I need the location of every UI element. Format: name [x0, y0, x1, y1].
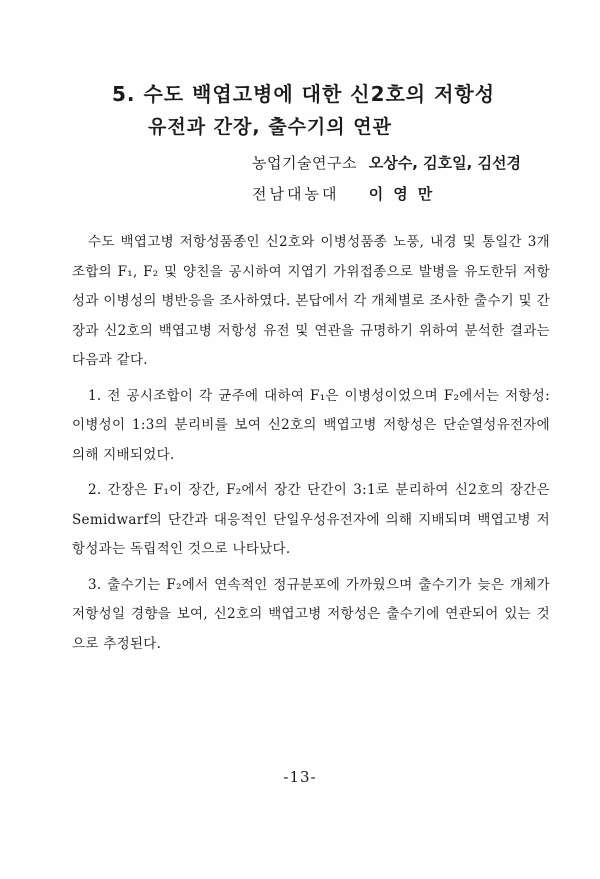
affiliation-authors: 이영만 [368, 185, 443, 203]
affiliation-organization: 농업기술연구소 [252, 154, 357, 172]
abstract-body [72, 228, 550, 659]
page-number: -13- [283, 768, 317, 786]
affiliation-row [252, 152, 521, 173]
title-line-2: 유전과 간장, 출수기의 연관 [148, 116, 392, 138]
title-line-1: 5. 수도 백엽고병에 대한 신2호의 저항성 [112, 82, 496, 106]
affiliation-organization: 전남대농대 [252, 185, 340, 203]
result-paragraph-3: 3. 출수기는 F₂에서 연속적인 정규분포에 가까웠으며 출수기가 늦은 개체가 저항성일 경향을 보여, 신2호의 백엽고병 저항성은 출수기에 연관되어 있는 것으로 추정된다. [72, 576, 550, 652]
affiliation-authors: 오상수, 김호일, 김선경 [368, 154, 522, 172]
affiliation-row [252, 183, 442, 204]
result-paragraph-1: 1. 전 공시조합이 각 균주에 대하여 F₁은 이병성이었으며 F₂에서는 저항성:이병성이 1:3의 분리비를 보여 신2호의 백엽고병 저항성은 단순열성유전자에 의해 지배되었다. [72, 387, 550, 463]
result-paragraph-2: 2. 간장은 F₁이 장간, F₂에서 장간 단간이 3:1로 분리하여 신2호의 장간은 Semidwarf의 단간과 대응적인 단일우성유전자에 의해 지배되며 백엽고병 저항성과는 독립적인 것으로 나타났다. [72, 482, 550, 557]
abstract-intro-paragraph: 수도 백엽고병 저항성품종인 신2호와 이병성품종 노풍, 내경 및 통일간 3개조합의 F₁, F₂ 및 양친을 공시하여 지엽기 가위접종으로 발병을 유도한뒤 저항성과 이병성의 병반응을 조사하였다. 본답에서 각 개체별로 조사한 출수기 및 간장과 신2호의 백엽고병 저항성 유전 및 연관을 규명하기 위하여 분석한 결과는 다음과 같다. [72, 234, 550, 368]
